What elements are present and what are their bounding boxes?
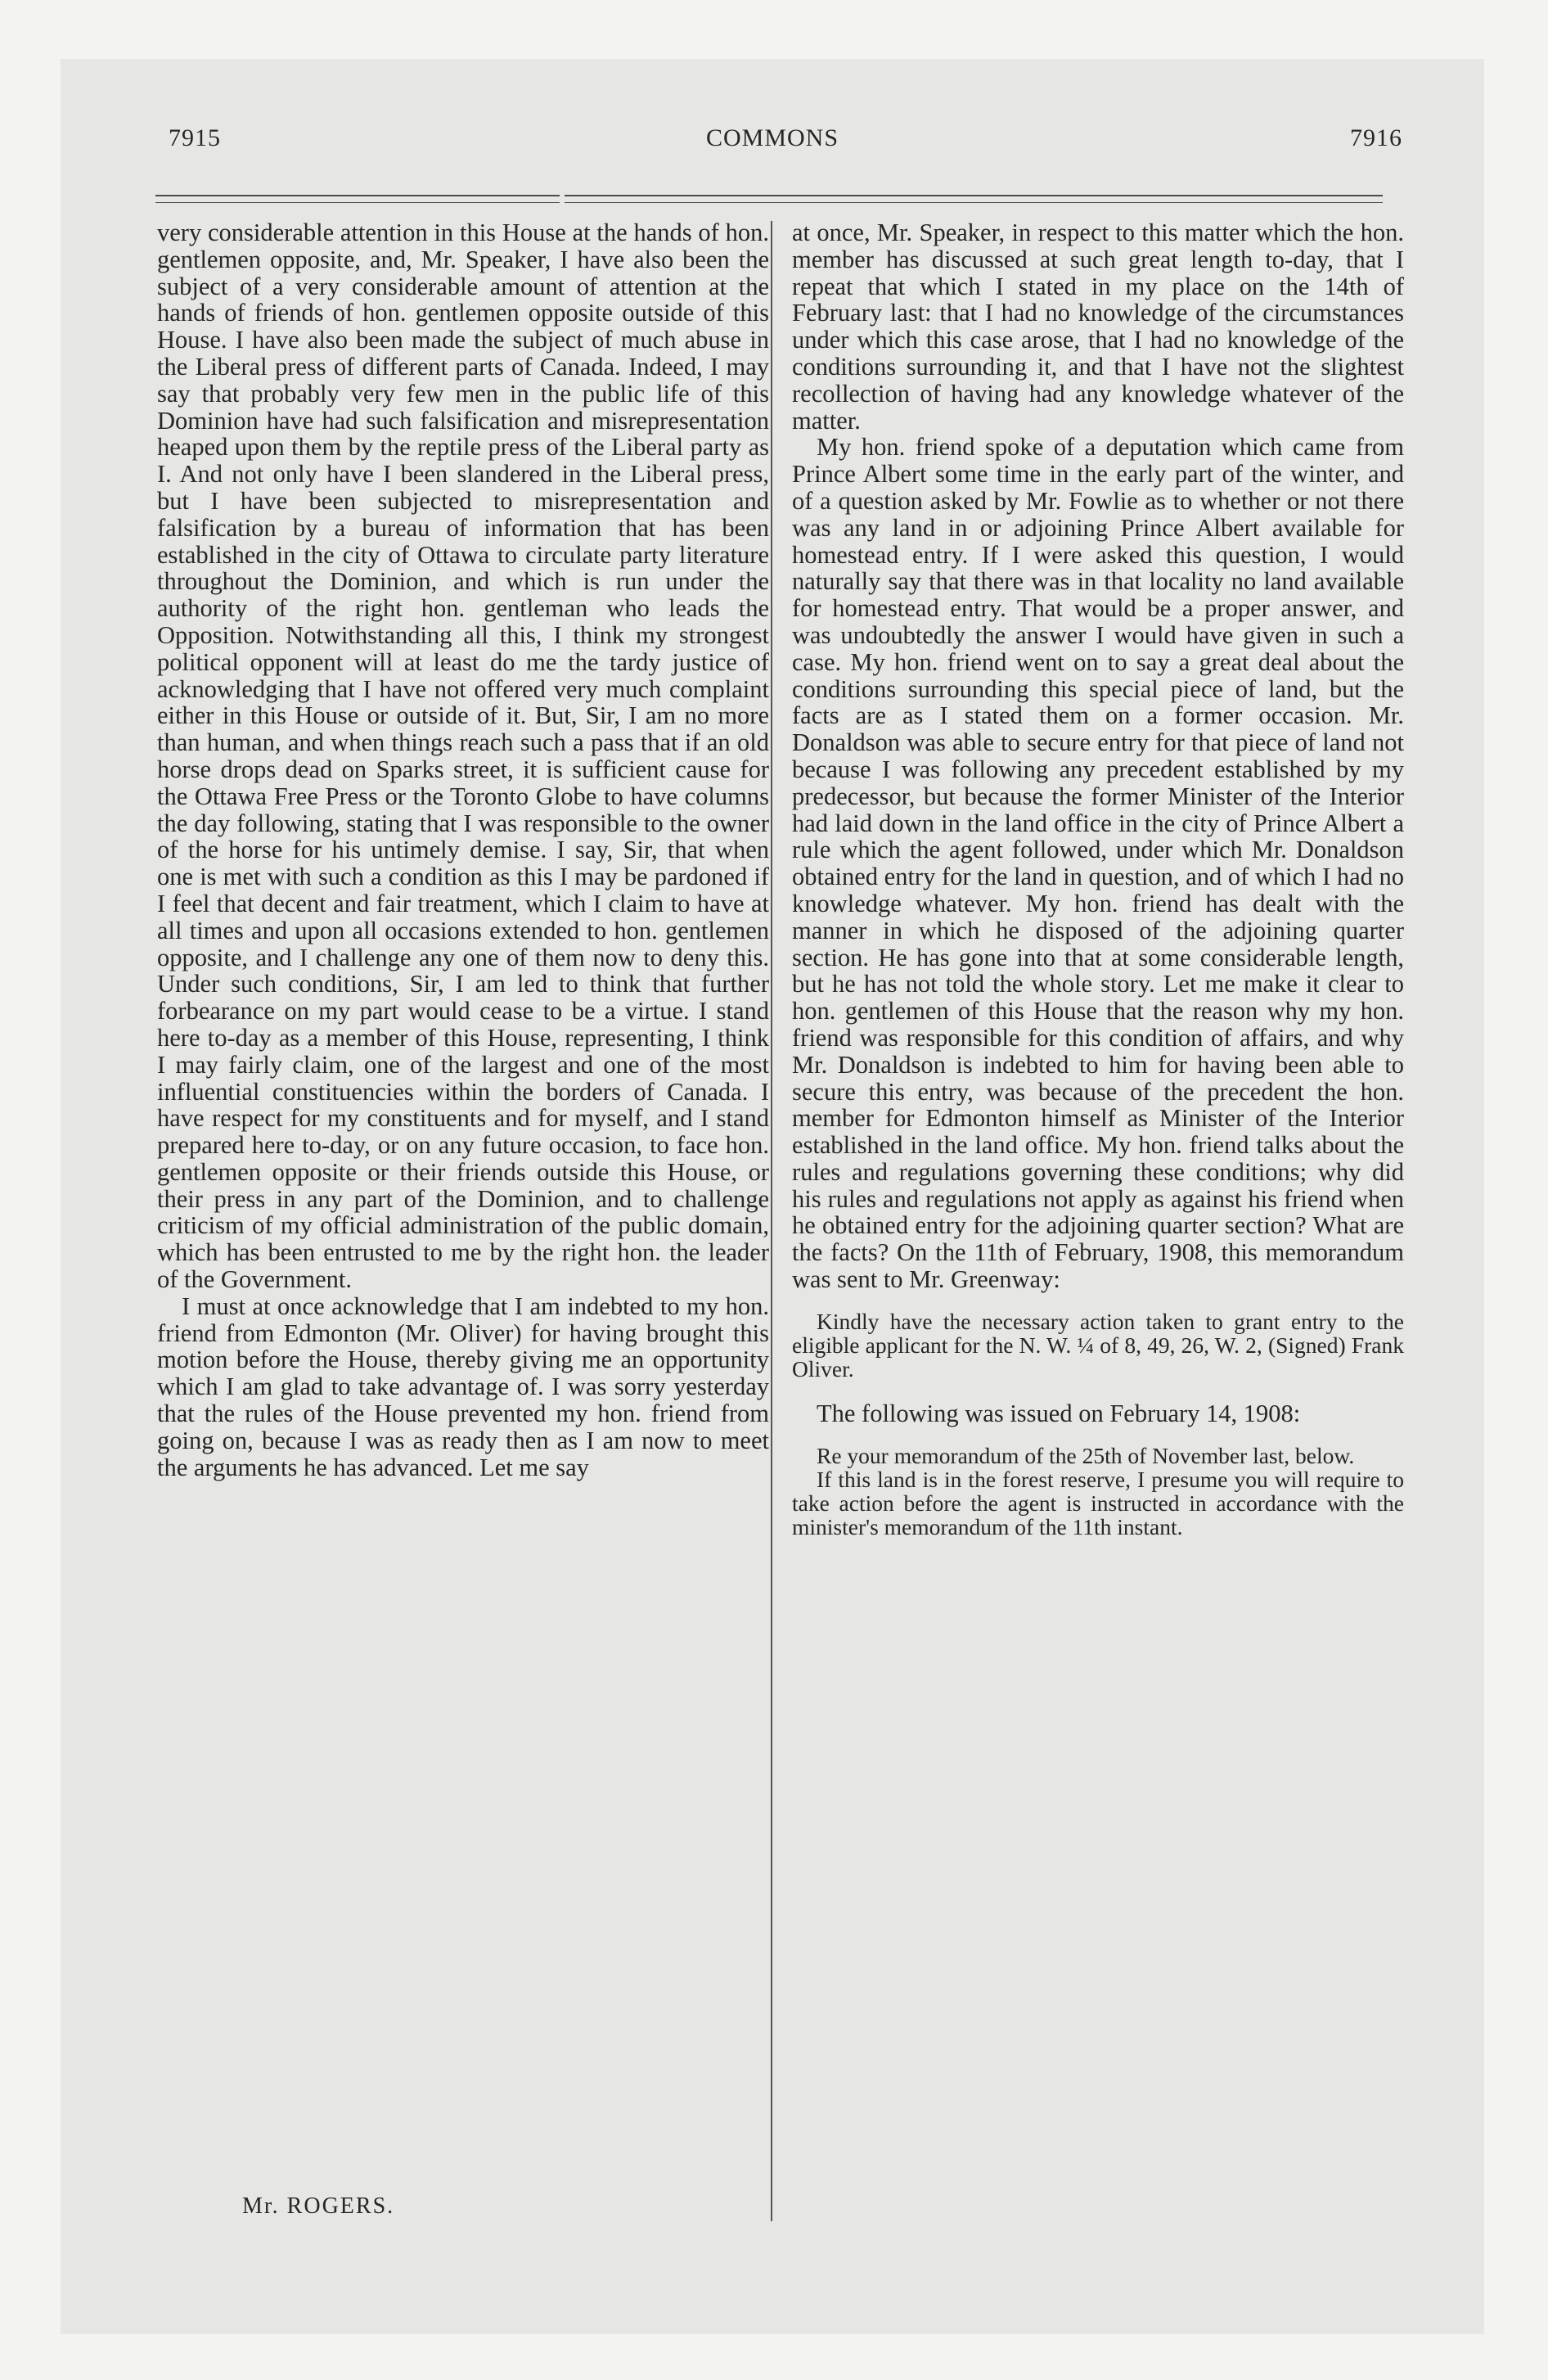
header-rule-left-bottom — [155, 202, 560, 203]
column-divider — [771, 221, 772, 2221]
memorandum-quote: Kindly have the necessary action taken to grant entry to the eligible applicant for the N. W. ¼ of 8, 49, 26, W. 2, (Signed) Frank Oliver. — [792, 1308, 1404, 1382]
left-page-number: 7915 — [169, 124, 221, 151]
speaker-footer: Mr. ROGERS. — [242, 2193, 395, 2219]
left-column — [157, 219, 769, 1481]
reply-quote-2: If this land is in the forest reserve, I presume you will require to take action before the agent is instructed in accordance with the minister's memorandum of the 11th instant. — [792, 1466, 1404, 1539]
right-column — [792, 219, 1404, 1539]
hansard-page — [61, 59, 1484, 2334]
header-rule-left-top — [155, 195, 560, 196]
left-paragraph-2: I must at once acknowledge that I am indebted to my hon. friend from Edmonton (Mr. Oliver) for having brought this motion before the House, thereby giving me an opportunity which I am glad to take advantage of. I was sorry yesterday that the rules of the House prevented my hon. friend from going on, because I was as ready then as I am now to meet the arguments he has advanced. Let me say — [157, 1291, 769, 1481]
right-paragraph-1: at once, Mr. Speaker, in respect to this matter which the hon. member has discussed at such great length to-day, that I repeat that which I stated in my place on the 14th of February last: that I had no knowledge of the circumstances under which this case arose, that I had no knowledge of the conditions surrounding it, and that I have not the slightest recollection of having had any knowledge whatever of the matter. — [792, 219, 1404, 435]
right-paragraph-2: My hon. friend spoke of a deputation which came from Prince Albert some time in the early part of the winter, and of a question asked by Mr. Fowlie as to whether or not there was any land in or adjoining Prince Albert available for homestead entry. If I were asked this question, I would naturally say that there was in that locality no land available for homestead entry. That would be a proper answer, and was undoubtedly the answer I would have given in such a case. My hon. friend went on to say a great deal about the conditions surrounding this special piece of land, but the facts are as I stated them on a former occasion. Mr. Donaldson was able to secure entry for that piece of land not because I was following any precedent established by my predecessor, but because the former Minister of the Interior had laid down in the land office in the city of Prince Albert a rule which the agent followed, under which Mr. Donaldson obtained entry for the land in question, and of which I had no knowledge whatever. My hon. friend has dealt with the manner in which he disposed of the adjoining quarter section. He has gone into that at some considerable length, but he has not told the whole story. Let me make it clear to hon. gentlemen of this House that the reason why my hon. friend was responsible for this condition of affairs, and why Mr. Donaldson is indebted to him for having been able to secure this entry, was because of the precedent the hon. member for Edmonton himself as Minister of the Interior established in the land office. My hon. friend talks about the rules and regulations governing these conditions; why did his rules and regulations not apply as against his friend when he obtained entry for the adjoining quarter section? What are the facts? On the 11th of February, 1908, this memorandum was sent to Mr. Greenway: — [792, 433, 1404, 1294]
page-title: COMMONS — [705, 124, 839, 151]
right-paragraph-3: The following was issued on February 14, 1908: — [817, 1399, 1301, 1427]
header-rule-right-bottom — [565, 202, 1383, 203]
reply-quote-1: Re your memorandum of the 25th of November last, below. — [817, 1442, 1355, 1468]
header-rule-right-top — [565, 195, 1383, 196]
spacer — [792, 1293, 1404, 1309]
right-page-number: 7916 — [1350, 124, 1402, 151]
left-paragraph-1: very considerable attention in this House at the hands of hon. gentlemen opposite, and, Mr. Speaker, I have also been the subject of a very considerable amount of attention at the hands of friends of hon. gentlemen opposite outside of this House. I have also been made the subject of much abuse in the Liberal press of different parts of Canada. Indeed, I may say that probably very few men in the public life of this Dominion have had such falsification and misrepresentation heaped upon them by the reptile press of the Liberal party as I. And not only have I been slandered in the Liberal press, but I have been subjected to misrepresentation and falsification by a bureau of information that has been established in the city of Ottawa to circulate party literature throughout the Dominion, and which is run under the authority of the right hon. gentleman who leads the Opposition. Notwithstanding all this, I think my strongest political opponent will at least do me the tardy justice of acknowledging that I have not offered very much complaint either in this House or outside of it. But, Sir, I am no more than human, and when things reach such a pass that if an old horse drops dead on Sparks street, it is sufficient cause for the Ottawa Free Press or the Toronto Globe to have columns the day following, stating that I was responsible to the owner of the horse for his untimely demise. I say, Sir, that when one is met with such a condition as this I may be pardoned if I feel that decent and fair treatment, which I claim to have at all times and upon all occasions extended to hon. gentlemen opposite, and I challenge any one of them now to deny this. Under such conditions, Sir, I am led to think that further forbearance on my part would cease to be a virtue. I stand here to-day as a member of this House, representing, I think I may fairly claim, one of the largest and one of the most influential constituencies within the borders of Canada. I have respect for my constituents and for myself, and I stand prepared here to-day, or on any future occasion, to face hon. gentlemen opposite or their friends outside this House, or their press in any part of the Dominion, and to challenge criticism of my official administration of the public domain, which has been entrusted to me by the right hon. the leader of the Government. — [157, 219, 769, 1294]
spacer — [792, 1427, 1404, 1444]
spacer — [792, 1381, 1404, 1400]
